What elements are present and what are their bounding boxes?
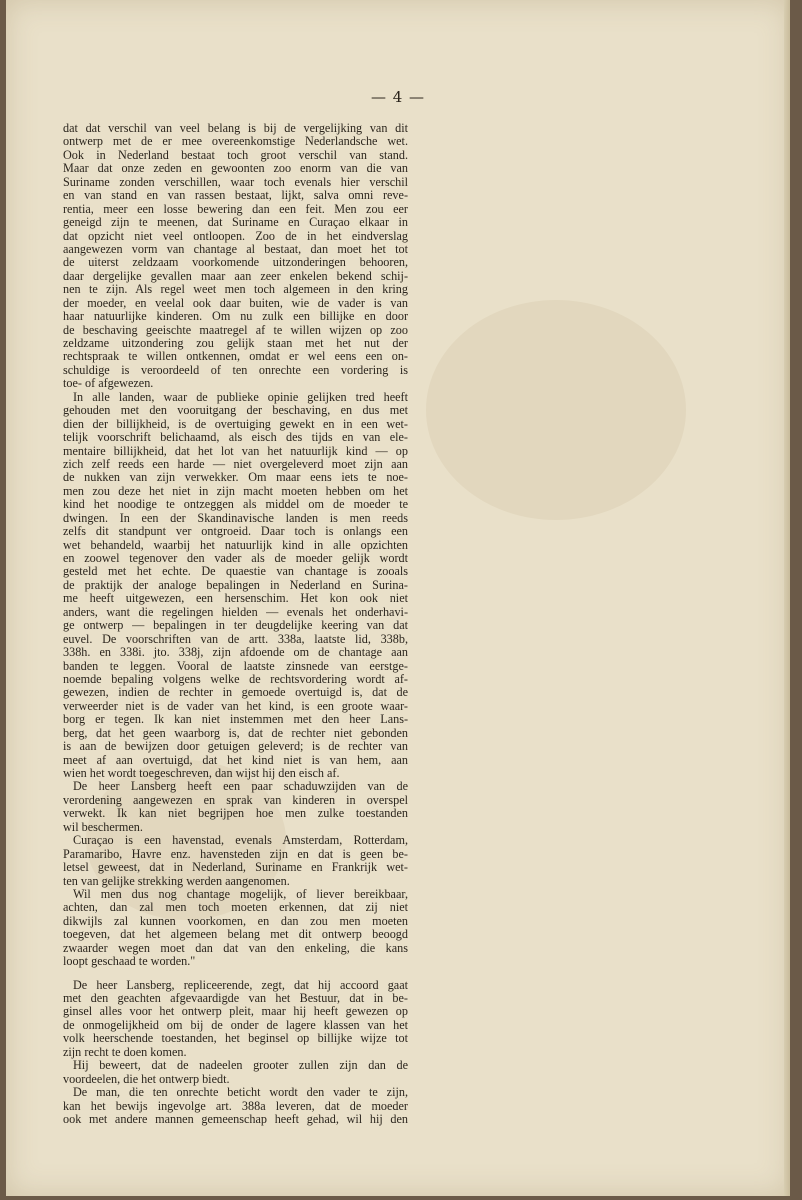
text-line: daar dergelijke gevallen maar aan zeer enkelen bekend schij- [63, 269, 408, 283]
text-line: In alle landen, waar de publieke opinie gelijken tred heeft [73, 390, 408, 404]
text-line: dikwijls zal kunnen voorkomen, en dan zou men moeten [63, 914, 408, 928]
text-line: ook met andere mannen gemeenschap heeft gehad, wil hij den [63, 1112, 408, 1126]
text-line: ontwerp met de er mee overeenkomstige Nederlandsche wet. [63, 135, 408, 149]
text-line: schuldige is veroordeeld of ten onrechte een vordering is [63, 363, 408, 377]
text-line: zich zelf reeds een harde — niet overgeleverd moet zijn aan [63, 457, 408, 471]
text-line: verordening aangewezen en sprak van kinderen in overspel [63, 793, 408, 807]
text-line: noemde bepaling volgens welke de rechtsvordering wordt af- [63, 672, 408, 686]
text-line: de uiterst zeldzaam voorkomende uitzonderingen behooren, [63, 256, 408, 270]
text-line: verweerder niet is de vader van het kind, is een groote waar- [63, 699, 408, 713]
text-line: meet af aan overtuigd, dat het kind niet is van hem, aan [63, 753, 408, 767]
text-line: ten van gelijke strekking werden aangenomen. [63, 874, 290, 888]
text-line: zelfs dit standpunt ver ontgroeid. Daar toch is onlangs een [63, 525, 408, 539]
text-line: ge ontwerp — bepalingen in ter deugdelijke keering van dat [63, 619, 408, 633]
paper-stain [426, 300, 686, 520]
text-line: Wil men dus nog chantage mogelijk, of liever bereikbaar, [73, 887, 408, 901]
text-line: en van stand en van rassen bestaat, lijkt, salva omni reve- [63, 189, 408, 203]
text-line: De heer Lansberg, repliceerende, zegt, dat hij accoord gaat [73, 978, 408, 992]
text-line: Suriname zonden verschillen, waar toch evenals hier verschil [63, 175, 408, 189]
body-text [63, 122, 408, 1126]
text-line: borg er tegen. Ik kan niet instemmen met den heer Lans- [63, 713, 408, 727]
text-line: toegeven, dat het algemeen belang met dit ontwerp beoogd [63, 928, 408, 942]
text-line: rentia, meer een losse bewering dan een feit. Men zou eer [63, 202, 408, 216]
text-line: nen te zijn. Als regel weet men toch algemeen in den kring [63, 283, 408, 297]
text-line: De heer Lansberg heeft een paar schaduwzijden van de [73, 780, 408, 794]
text-line: de nukken van zijn verwekker. Om maar eens iets te noe- [63, 471, 408, 485]
text-line: Ook in Nederland bestaat toch groot verschil van stand. [63, 148, 408, 162]
text-line: aangewezen vorm van chantage al bestaat, dan moet het tot [63, 242, 408, 256]
text-line: kind het noodige te ontzeggen als middel om de moeder te [63, 498, 408, 512]
text-line: verwekt. Ik kan niet begrijpen hoe men zulke toestanden [63, 807, 408, 821]
text-line: men zou deze het niet in zijn macht moeten hebben om het [63, 484, 408, 498]
text-line: zeldzame uitzondering zou gelijk staan met het nut der [63, 337, 408, 350]
text-line: geneigd zijn te meenen, dat Suriname en Curaçao elkaar in [63, 216, 408, 230]
text-line: volk heerschende toestanden, het beginsel op billijke wijze tot [63, 1032, 408, 1046]
text-line: wet behandeld, waarbij het natuurlijk kind in alle opzichten [63, 538, 408, 552]
text-line: euvel. De voorschriften van de artt. 338a, laatste lid, 338b, [63, 632, 408, 646]
text-line: rechtspraak te willen ontkennen, omdat er wel eens een on- [63, 350, 408, 364]
text-line: gesteld met het echte. De quaestie van chantage is zooals [63, 565, 408, 579]
document-page [6, 0, 790, 1196]
text-line: en zoowel tegenover den vader als de moeder gelijk wordt [63, 552, 408, 565]
text-line: gewezen, indien de rechter in gemoede overtuigd is, dat de [63, 686, 408, 700]
text-line: loopt geschaad te worden." [63, 955, 196, 969]
text-line: zijn recht te doen komen. [63, 1045, 187, 1059]
page-edge [784, 0, 790, 1196]
text-line: dat opzicht niet veel ontloopen. Zoo de in het eindverslag [63, 229, 408, 243]
text-line: me heeft uitgewezen, een hersenschim. Het kon ook niet [63, 592, 408, 606]
text-line: anders, want die regelingen hielden — evenals het onderhavi- [63, 605, 408, 619]
text-line: gehouden met den vooruitgang der beschaving, en dus met [63, 404, 408, 418]
text-line: dien der billijkheid, is de overtuiging gewekt en in een wet- [63, 417, 408, 431]
text-line: de beschaving geeischte maatregel af te willen wijzen op zoo [63, 323, 408, 337]
text-line: telijk voorschrift belichaamd, als eisch des tijds en van ele- [63, 431, 408, 445]
text-line: is aan de bewijzen door getuigen geleverd; is de rechter van [63, 740, 408, 754]
text-line: kan het bewijs ingevolge art. 388a leveren, dat de moeder [63, 1099, 408, 1113]
text-line: Curaçao is een havenstad, evenals Amsterdam, Rotterdam, [73, 834, 408, 848]
text-line: 338h. en 338i. jto. 338j, zijn afdoende om de chantage aan [63, 646, 408, 660]
text-line: berg, dat het geen waarborg is, dat de rechter niet gebonden [63, 726, 408, 740]
page-number: — 4 — [370, 88, 426, 106]
text-line: wil beschermen. [63, 820, 143, 834]
text-line: banden te leggen. Vooral de laatste zinsnede van eerstge- [63, 659, 408, 673]
text-line: de onmogelijkheid om bij de onder de lagere klassen van het [63, 1018, 408, 1032]
text-line: met den geachten afgevaardigde van het Bestuur, dat in be- [63, 992, 408, 1005]
text-line: mentaire billijkheid, dat het lot van het natuurlijk kind — op [63, 444, 408, 458]
text-line: Hij beweert, dat de nadeelen grooter zullen zijn dan de [73, 1059, 408, 1073]
text-line: wien het wordt toegeschreven, dan wijst hij den eisch af. [63, 767, 340, 780]
paragraph-gap [63, 969, 408, 979]
text-line: der moeder, en veelal ook daar buiten, wie de vader is van [63, 296, 408, 310]
text-line: ginsel alles voor het ontwerp pleit, maar hij heeft gewezen op [63, 1005, 408, 1019]
text-line: Maar dat onze zeden en gewoonten zoo enorm van die van [63, 162, 408, 176]
text-line: De man, die ten onrechte beticht wordt den vader te zijn, [73, 1086, 408, 1100]
text-line: haar natuurlijke kinderen. Om nu zulk een billijke en door [63, 310, 408, 324]
text-line: zwaarder wegen moet dan dat van den enkeling, die kans [63, 941, 408, 955]
text-line: dwingen. In een der Skandinavische landen is men reeds [63, 511, 408, 525]
text-line: voordeelen, die het ontwerp biedt. [63, 1072, 230, 1086]
text-line: toe- of afgewezen. [63, 377, 154, 391]
text-line: de praktijk der analoge bepalingen in Nederland en Surina- [63, 578, 408, 592]
text-line: Paramaribo, Havre enz. havensteden zijn en dat is geen be- [63, 847, 408, 861]
text-line: achten, dan zal men toch moeten erkennen, dat zij niet [63, 901, 408, 915]
text-line: letsel geweest, dat in Nederland, Suriname en Frankrijk wet- [63, 861, 408, 875]
text-line: dat dat verschil van veel belang is bij de vergelijking van dit [63, 122, 408, 135]
